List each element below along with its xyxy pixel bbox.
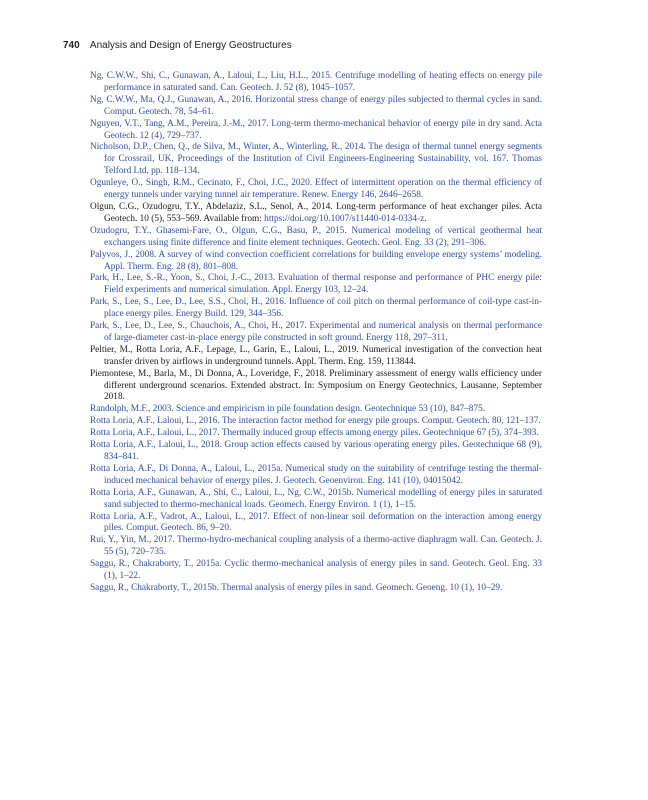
reference-entry[interactable] <box>90 404 542 416</box>
page-header <box>63 40 292 51</box>
reference-entry[interactable] <box>90 535 542 559</box>
reference-entry[interactable] <box>90 583 542 595</box>
reference-text: Rotta Loria, A.F., Vadrot, A., Laloui, L., 2017. Effect of non-linear soil deformation on the interaction among energy piles. Comput. Geotech. 86, 9–20. <box>90 511 542 534</box>
running-title: Analysis and Design of Energy Geostructures <box>89 40 292 51</box>
reference-text: Park, S., Lee, S., Lee, D., Lee, S.S., Choi, H., 2016. Influence of coil pitch on thermal performance of coil-type cast-in-place energy piles. Energy Build. 129, 344–356. <box>90 297 542 320</box>
reference-text: Rotta Loria, A.F., Laloui, L., 2018. Group action effects caused by various operating energy piles. Geotechnique 68 (9), 834–841. <box>90 440 542 462</box>
reference-text: Ogunleye, O., Singh, R.M., Cecinato, F., Choi, J.C., 2020. Effect of intermittent operation on the thermal efficiency of energy tunnels under varying tunnel air temperature. Renew. Energy 146, 2646–2658. <box>90 178 542 201</box>
reference-text: Rotta Loria, A.F., Laloui, L., 2016. The interaction factor method for energy pile groups. Comput. Geotech. 80, 121–137. <box>90 416 541 427</box>
reference-entry[interactable] <box>90 250 542 274</box>
reference-text: Rui, Y., Yin, M., 2017. Thermo-hydro-mechanical coupling analysis of a thermo-active diaphragm wall. Can. Geotech. J. 55 (5), 720–735. <box>90 535 542 558</box>
reference-entry[interactable] <box>90 95 542 119</box>
reference-entry[interactable] <box>90 119 542 143</box>
reference-list <box>90 71 542 595</box>
reference-entry[interactable] <box>90 559 542 583</box>
reference-entry[interactable] <box>90 178 542 202</box>
reference-entry[interactable] <box>90 428 542 440</box>
reference-text: Olgun, C.G., Ozudogru, T.Y., Abdelaziz, S.L., Senol, A., 2014. Long-term performance of heat exchanger piles. Acta Geotech. 10 (5), 553–569. Available from: <box>90 201 542 224</box>
reference-text: Park, H., Lee, S.-R., Yoon, S., Choi, J.-C., 2013. Evaluation of thermal response and performance of PHC energy pile: Field experiments and numerical simulation. Appl. Energy 103, 12–24. <box>90 273 542 296</box>
reference-entry[interactable] <box>90 512 542 536</box>
reference-text: Ng, C.W.W., Shi, C., Gunawan, A., Laloui, L., Liu, H.L., 2015. Centrifuge modelling of heating effects on energy pile performance in saturated sand. Can. Geotech. J. 52 (8), 1045–1057. <box>90 71 542 93</box>
reference-text: Rotta Loria, A.F., Gunawan, A., Shi, C., Laloui, L., Ng, C.W., 2015b. Numerical modelling of energy piles in saturated sand subjected to thermo-mechanical loads. Geomech. Energy Environ. 1 (1), 1–15. <box>90 487 542 510</box>
page-number: 740 <box>63 40 80 51</box>
reference-text: Park, S., Lee, D., Lee, S., Chauchois, A., Choi, H., 2017. Experimental and numerical analysis on thermal performance of large-diameter cast-in-place energy pile constructed in soft ground. Energy 118, 297–311. <box>90 321 542 343</box>
reference-text: Saggu, R., Chakraborty, T., 2015b. Thermal analysis of energy piles in sand. Geomech. Geoeng. 10 (1), 10–29. <box>90 582 503 593</box>
reference-text: Palyvos, J., 2008. A survey of wind convection coefficient correlations for building envelope energy systems’ modeling. Appl. Therm. Eng. 28 (8), 801–808. <box>90 249 542 272</box>
reference-text: Rotta Loria, A.F., Laloui, L., 2017. Thermally induced group effects among energy piles. Geotechnique 67 (5), 374–393. <box>90 428 539 439</box>
reference-entry[interactable] <box>90 488 542 512</box>
reference-entry[interactable] <box>90 142 542 178</box>
reference-entry[interactable] <box>90 226 542 250</box>
doi-link[interactable]: https://doi.org/10.1007/s11440-014-0334-z <box>264 213 425 224</box>
reference-entry[interactable] <box>90 416 542 428</box>
reference-text: Rotta Loria, A.F., Di Donna, A., Laloui, L., 2015a. Numerical study on the suitability of centrifuge testing the thermal-induced mechanical behavior of energy piles. J. Geotech. Geoenviron. Eng. 141 (10), 04015042. <box>90 463 542 486</box>
reference-entry[interactable] <box>90 273 542 297</box>
reference-text: Saggu, R., Chakraborty, T., 2015a. Cyclic thermo-mechanical analysis of energy piles in sand. Geotech. Geol. Eng. 33 (1), 1–22. <box>90 559 542 582</box>
reference-entry[interactable] <box>90 321 542 345</box>
reference-text: Ozudogru, T.Y., Ghasemi-Fare, O., Olgun, C.G., Basu, P., 2015. Numerical modeling of vertical geothermal heat exchangers using finite difference and finite element techniques. Geotech. Geol. Eng. 33 (2), 291–306. <box>90 225 542 248</box>
reference-text: Nguyen, V.T., Tang, A.M., Pereira, J.-M., 2017. Long-term thermo-mechanical behavior of energy pile in dry sand. Acta Geotech. 12 (4), 729–737. <box>90 118 542 141</box>
reference-entry[interactable] <box>90 297 542 321</box>
reference-entry[interactable] <box>90 71 542 95</box>
reference-text: Piemontese, M., Barla, M., Di Donna, A., Loveridge, F., 2018. Preliminary assessment of energy walls efficiency under different underground scenarios. Extended abstract. In: Symposium on Energy Geotechnics, Lausanne, September 2018. <box>90 368 542 403</box>
reference-entry <box>90 369 542 405</box>
reference-text: Nicholson, D.P., Chen, Q., de Silva, M., Winter, A., Winterling, R., 2014. The design of thermal tunnel energy segments for Crossrail, UK, Proceedings of the Institution of Civil Engineers-Engineering Sustainability, vol. 167. Thomas Telford Ltd, pp. 118–134. <box>90 142 542 177</box>
reference-entry: Olgun, C.G., Ozudogru, T.Y., Abdelaziz, S.L., Senol, A., 2014. Long-term performance of heat exchanger piles. Acta Geotech. 10 (5), 553–569. Available from: https://doi.org/10.1007/s11440-014-0334-z. <box>90 201 542 224</box>
reference-text: Randolph, M.F., 2003. Science and empiricism in pile foundation design. Geotechnique 53 (10), 847–875. <box>90 404 486 415</box>
reference-text: Ng, C.W.W., Ma, Q.J., Gunawan, A., 2016. Horizontal stress change of energy piles subjected to thermal cycles in sand. Comput. Geotech. 78, 54–61. <box>90 94 542 117</box>
reference-entry[interactable] <box>90 464 542 488</box>
reference-entry <box>90 345 542 369</box>
reference-text: Peltier, M., Rotta Loria, A.F., Lepage, L., Garin, E., Laloui, L., 2019. Numerical investigation of the convection heat transfer driven by airflows in underground tunnels. Appl. Therm. Eng. 159, 113844. <box>90 344 542 367</box>
reference-entry[interactable] <box>90 440 542 464</box>
